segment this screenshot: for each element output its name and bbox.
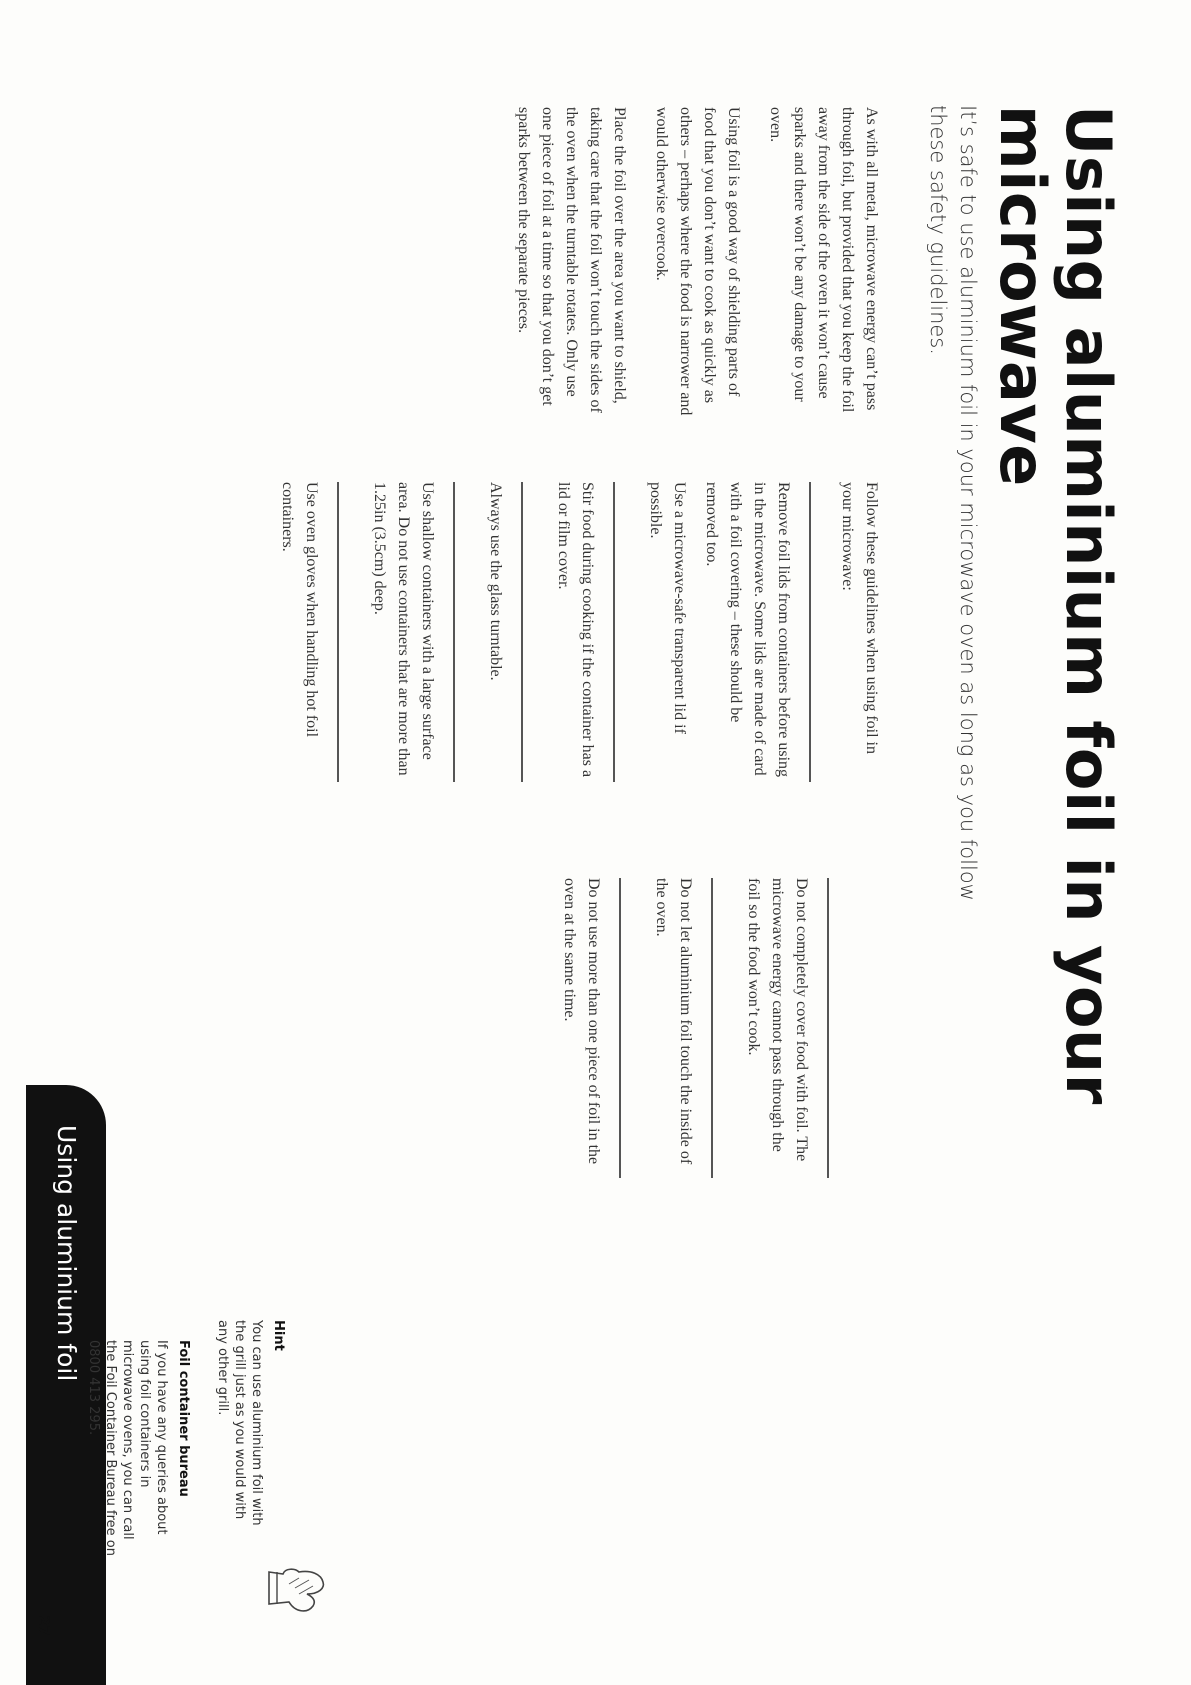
tip-text: Remove foil lids from containers before using in the microwave. Some lids are made of card with a foil covering – these should be removed too. <box>703 482 792 778</box>
tip-item <box>643 482 811 782</box>
bureau-box <box>85 1340 191 1560</box>
intro-text: It’s safe to use aluminium foil in your microwave oven as long as you follow these safety guidelines. <box>926 105 980 901</box>
paragraph: As with all metal, microwave energy can’t pass through foil, but provided that you keep the foil away from the side of the oven it won’t cause sparks and there won’t be any damage to your oven. <box>767 107 880 413</box>
tip-item <box>483 482 523 782</box>
guidelines-lead: Follow these guidelines when using foil in your microwave: <box>839 482 880 754</box>
tip-text: Do not use more than one piece of foil in the oven at the same time. <box>561 878 602 1165</box>
tip-item <box>741 878 829 1178</box>
tip-text: Use oven gloves when handling hot foil containers. <box>279 482 320 738</box>
hint-text: You can use aluminium foil with the grill just as you would with any other grill. <box>215 1320 264 1526</box>
paragraph: Using foil is a good way of shielding parts of food that you don’t want to cook as quickly as others – perhaps where the food is narrower and would otherwise overcook. <box>653 107 742 416</box>
tip-text: Stir food during cooking if the container has a lid or film cover. <box>555 482 596 778</box>
tip-text: Do not completely cover food with foil. The microwave energy cannot pass through the foil so the food won’t cook. <box>745 878 810 1162</box>
bureau-heading: Foil container bureau <box>176 1340 191 1497</box>
tip-text: Use shallow containers with a large surface area. Do not use containers that are more than 1.25in (3.5cm) deep. <box>371 482 436 776</box>
hint-box <box>214 1320 286 1540</box>
bureau-text: If you have any queries about using foil containers in microwave ovens, you can call the Foil Container Bureau free on 0800 413 295. <box>86 1340 169 1556</box>
tip-item <box>649 878 713 1178</box>
tip-item <box>557 878 621 1178</box>
oven-glove-icon <box>265 1558 329 1618</box>
paragraph: Place the foil over the area you want to shield, taking care that the foil won’t touch the sides of the oven when the turntable rotates. Only use one piece of foil at a time so that you don’t get sparks between the separate pieces. <box>515 107 628 413</box>
left-column <box>493 107 883 422</box>
section-tab: Using aluminium foil <box>26 1085 106 1685</box>
page-number: 27 <box>35 1615 53 1636</box>
right-column <box>529 878 829 1178</box>
tip-item <box>367 482 455 782</box>
tip-item <box>275 482 339 782</box>
hint-heading: Hint <box>271 1320 286 1351</box>
middle-column <box>247 482 883 782</box>
tip-text: Do not let aluminium foil touch the inside of the oven. <box>653 878 694 1165</box>
tip-text: Use a microwave-safe transparent lid if possible. <box>647 482 688 734</box>
tip-text: Always use the glass turntable. <box>487 482 504 681</box>
tip-item <box>551 482 615 782</box>
page-title: Using aluminium foil in your microwave <box>986 105 1125 1105</box>
